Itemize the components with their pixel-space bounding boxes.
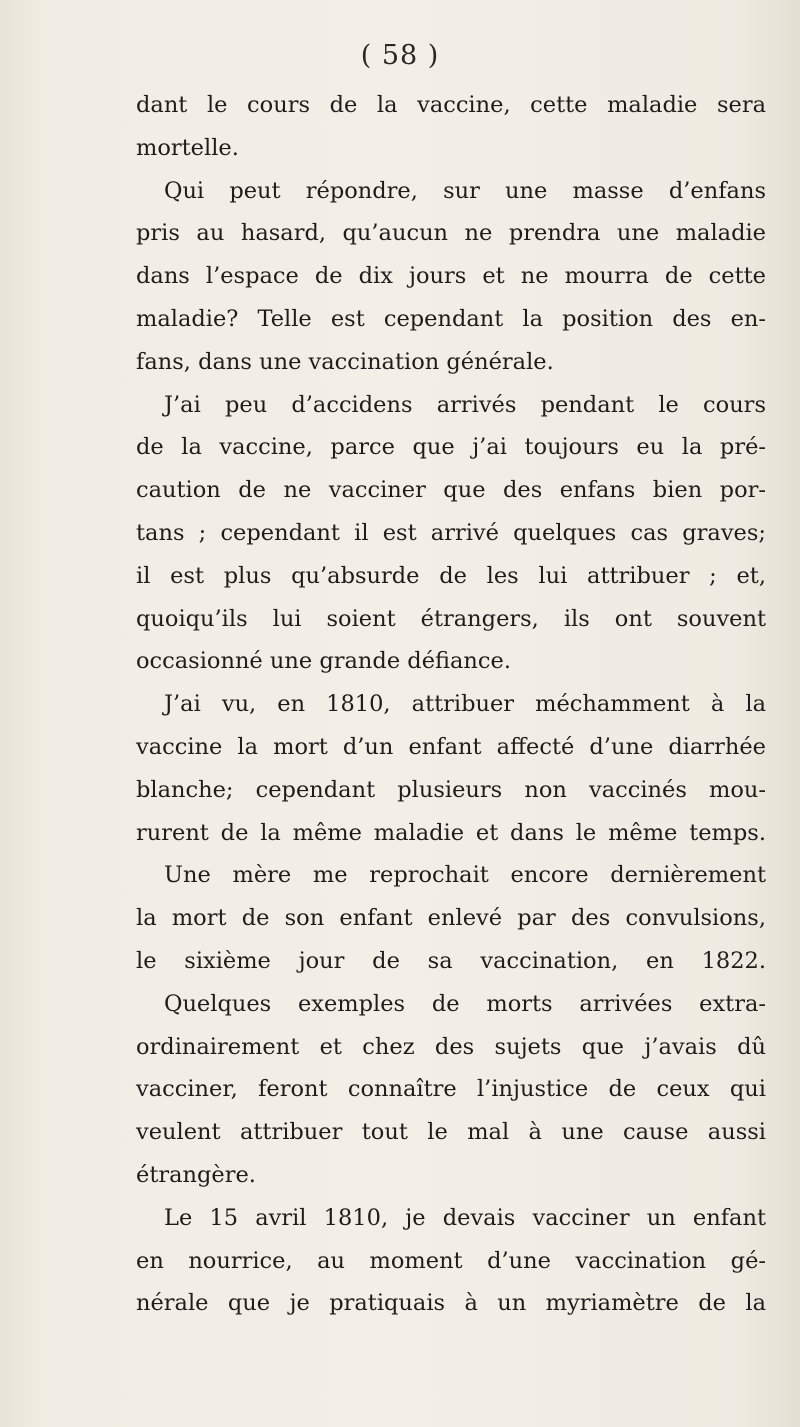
text-line: veulent attribuer tout le mal à une cause aussi [136, 1119, 766, 1146]
text-line: J’ai vu, en 1810, attribuer méchamment à la [164, 691, 766, 718]
text-line: Une mère me reprochait encore dernièrement [164, 862, 766, 889]
text-line: étrangère. [136, 1161, 256, 1188]
text-line: Qui peut répondre, sur une masse d’enfans [164, 177, 766, 204]
text-line: dant le cours de la vaccine, cette maladie sera [136, 92, 766, 118]
text-line: tans ; cependant il est arrivé quelques cas graves; [136, 519, 766, 546]
text-line: caution de ne vacciner que des enfans bien por- [136, 477, 766, 504]
text-line: en nourrice, au moment d’une vaccination gé- [136, 1247, 766, 1274]
text-line: il est plus qu’absurde de les lui attribuer ; et, [136, 562, 766, 589]
text-line: ordinairement et chez des sujets que j’avais dû [136, 1033, 766, 1060]
text-line: mortelle. [136, 134, 239, 161]
text-line: Quelques exemples de morts arrivées extra- [164, 990, 766, 1017]
page-number: ( 58 ) [360, 40, 440, 71]
page-text [136, 84, 766, 1325]
text-line: vaccine la mort d’un enfant affecté d’une diarrhée [136, 733, 766, 760]
text-line: fans, dans une vaccination générale. [136, 348, 554, 375]
text-line: occasionné une grande défiance. [136, 648, 511, 675]
text-line: blanche; cependant plusieurs non vaccinés mou- [136, 776, 766, 803]
text-line: rurent de la même maladie et dans le même temps. [136, 819, 766, 846]
text-line: nérale que je pratiquais à un myriamètre de la [136, 1290, 766, 1317]
text-line: Le 15 avril 1810, je devais vacciner un enfant [164, 1204, 766, 1231]
text-line: maladie? Telle est cependant la position des en- [136, 305, 766, 332]
text-line: la mort de son enfant enlevé par des convulsions, [136, 905, 766, 932]
text-line: J’ai peu d’accidens arrivés pendant le cours [164, 391, 766, 418]
text-line: pris au hasard, qu’aucun ne prendra une maladie [136, 220, 766, 247]
text-line: dans l’espace de dix jours et ne mourra de cette [136, 263, 766, 290]
text-line: de la vaccine, parce que j’ai toujours eu la pré- [136, 434, 766, 461]
text-line: quoiqu’ils lui soient étrangers, ils ont souvent [136, 605, 766, 632]
text-line: vacciner, feront connaître l’injustice de ceux qui [136, 1076, 766, 1103]
text-line: le sixième jour de sa vaccination, en 1822. [136, 947, 766, 974]
